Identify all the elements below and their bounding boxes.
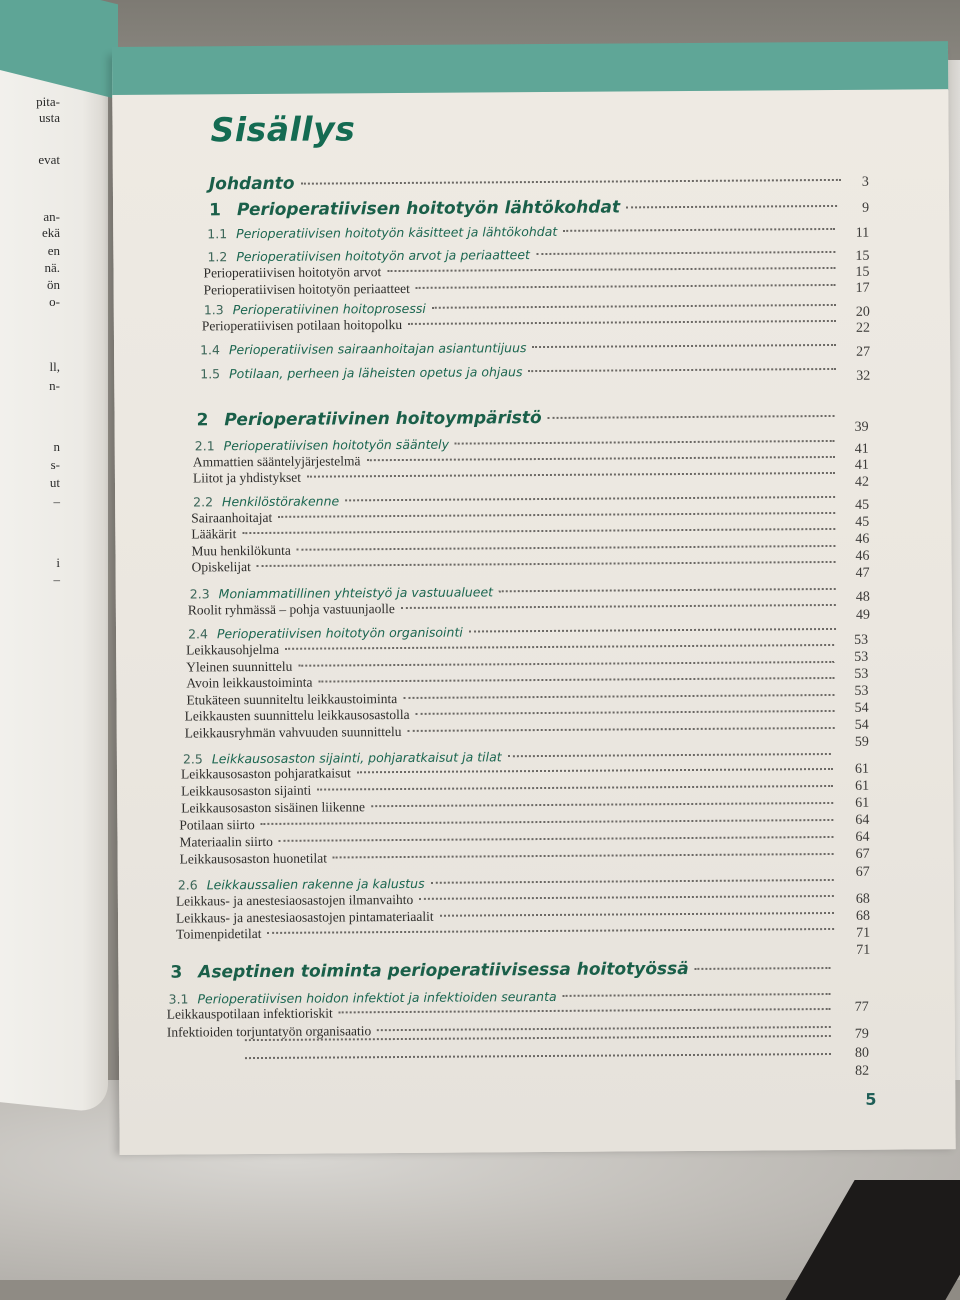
toc-sub-entry[interactable] <box>176 922 838 943</box>
toc-sub-label: Yleinen suunnittelu <box>186 658 293 675</box>
section-title: Potilaan, perheen ja läheisten opetus ja ohjaus <box>229 364 523 382</box>
toc-trailing-leader <box>239 1039 835 1045</box>
page-number: 71 <box>856 942 871 958</box>
page-number: 67 <box>855 864 870 880</box>
toc-sub-label: Infektioiden torjuntatyön organisaatio <box>166 1023 372 1040</box>
page-number: 45 <box>855 514 870 530</box>
page-number: 3 <box>861 174 869 190</box>
chapter-number: 1 <box>209 200 222 221</box>
toc-chapter-3[interactable] <box>170 958 834 983</box>
page-number: 54 <box>854 700 869 716</box>
page-number: 54 <box>854 717 869 733</box>
text-fragment: ön <box>47 277 60 292</box>
toc-chapter-label <box>209 197 620 220</box>
toc-sub-entry[interactable] <box>193 466 839 487</box>
toc-section-1-4[interactable] <box>200 338 840 357</box>
page-number: 68 <box>855 908 871 924</box>
section-title: Perioperatiivisen hoitotyön organisointi <box>216 624 463 642</box>
page-number: 49 <box>855 607 870 623</box>
dot-leader <box>440 912 834 917</box>
dot-leader <box>416 710 835 715</box>
toc-sub-label: Perioperatiivisen hoitotyön arvot <box>203 264 382 281</box>
text-fragment: nä. <box>44 260 60 275</box>
dot-leader <box>508 753 831 757</box>
text-fragment: an- <box>43 209 60 224</box>
dot-leader <box>267 928 834 934</box>
toc-sub-entry[interactable] <box>188 598 840 619</box>
dot-leader <box>318 677 834 683</box>
dot-leader <box>563 228 835 232</box>
page-number: 22 <box>855 320 870 336</box>
section-number: 1.4 <box>200 342 221 358</box>
text-fragment: evat <box>38 152 60 167</box>
section-number: 2.4 <box>187 626 208 642</box>
dot-leader <box>416 284 836 289</box>
toc-sub-label: Ammattien sääntelyjärjestelmä <box>192 453 361 470</box>
chapter-title: Perioperatiivinen hoitoympäristö <box>224 408 542 431</box>
dot-leader <box>626 205 837 208</box>
page-number: 39 <box>854 419 869 435</box>
toc-section-label <box>207 247 530 264</box>
text-fragment: o- <box>49 294 60 309</box>
section-title: Leikkausosaston sijainti, pohjaratkaisut ja tilat <box>211 749 502 767</box>
section-number: 1.5 <box>200 366 221 382</box>
dot-leader <box>279 836 834 842</box>
toc-sub-entry[interactable] <box>180 847 838 868</box>
dot-leader <box>257 561 836 567</box>
dot-leader <box>345 496 835 501</box>
toc-sub-label: Roolit ryhmässä – pohja vastuunjaolle <box>187 601 395 618</box>
text-fragment: ut <box>49 475 60 490</box>
chapter-number: 3 <box>170 962 183 983</box>
dot-leader <box>285 644 834 650</box>
toc-sub-label: Sairaanhoitajat <box>191 509 273 526</box>
dot-leader <box>499 588 836 592</box>
toc-section-label <box>200 340 527 357</box>
toc-sub-entry[interactable] <box>185 721 839 742</box>
text-fragment: s- <box>50 457 60 472</box>
toc-sub-label: Perioperatiivisen hoitotyön periaatteet <box>203 280 410 298</box>
dot-leader <box>371 802 833 807</box>
toc-sub-label: Leikkaus- ja anestesiaosastojen pintamateriaalit <box>175 908 434 926</box>
toc-sub-label: Etukäteen suunniteltu leikkaustoiminta <box>186 691 398 708</box>
page-number: 53 <box>854 666 869 682</box>
toc-section-label <box>195 437 449 454</box>
page-number: 27 <box>856 344 871 360</box>
toc-section-label <box>193 493 339 509</box>
toc-sub-label: Muu henkilökunta <box>191 542 291 559</box>
section-title: Moniammatillinen yhteistyö ja vastuualueet <box>218 584 494 602</box>
dot-leader <box>297 545 836 551</box>
page-number: 80 <box>854 1045 870 1061</box>
toc-section-label <box>188 625 463 642</box>
dot-leader <box>407 727 834 732</box>
dot-leader <box>307 472 835 478</box>
section-title: Perioperatiivinen hoitoprosessi <box>232 300 426 318</box>
section-title: Perioperatiivisen sairaanhoitajan asiantuntijuus <box>228 340 527 358</box>
dot-leader <box>245 1053 831 1059</box>
dot-leader <box>317 785 833 791</box>
section-number: 2.3 <box>189 586 210 602</box>
toc-sub-label: Avoin leikkaustoiminta <box>186 674 313 691</box>
toc-sub-label: Leikkausosaston pohjaratkaisut <box>180 765 351 782</box>
dot-leader <box>533 344 837 348</box>
toc-entry-intro[interactable] <box>209 170 845 194</box>
dot-leader <box>536 251 835 255</box>
section-number: 2.1 <box>194 438 215 454</box>
section-number: 3.1 <box>168 991 189 1007</box>
page-number: 48 <box>855 589 870 605</box>
dot-leader <box>301 179 841 185</box>
dot-leader <box>455 440 835 445</box>
dot-leader <box>419 895 834 900</box>
dot-leader <box>377 1026 831 1031</box>
section-title: Perioperatiivisen hoitotyön arvot ja periaatteet <box>236 247 530 265</box>
dot-leader <box>431 879 834 884</box>
dot-leader <box>333 853 834 858</box>
toc-sub-label: Leikkausryhmän vahvuuden suunnittelu <box>184 723 402 741</box>
dot-leader <box>401 604 836 609</box>
toc-entry-label: Johdanto <box>208 173 295 195</box>
page-title: Sisällys <box>210 109 356 150</box>
chapter-title: Perioperatiivisen hoitotyön lähtökohdat <box>236 197 621 221</box>
dot-leader <box>339 1008 831 1013</box>
toc-sub-label: Leikkausosaston huonetilat <box>179 850 328 867</box>
page-number: 20 <box>855 304 870 320</box>
page-number: 71 <box>856 925 871 941</box>
page-number: 53 <box>854 632 869 648</box>
toc-sub-entry[interactable] <box>192 555 840 576</box>
text-fragment: en <box>47 243 60 258</box>
page-number: 41 <box>854 441 869 457</box>
page-number: 67 <box>855 846 870 862</box>
toc-section-label <box>190 584 493 601</box>
page-number: 42 <box>854 474 870 490</box>
page-number: 32 <box>856 368 871 384</box>
section-title: Perioperatiivisen hoidon infektiot ja infektioiden seuranta <box>197 988 557 1007</box>
toc-sub-entry[interactable] <box>204 278 840 298</box>
dot-leader <box>366 456 834 461</box>
section-title: Leikkaussalien rakenne ja kalustus <box>206 875 425 893</box>
toc-sub-entry[interactable] <box>167 1002 835 1023</box>
section-number: 2.6 <box>177 877 198 893</box>
toc-sub-label: Leikkausosaston sijainti <box>181 782 312 799</box>
page-number: 68 <box>855 891 870 907</box>
section-number: 1.1 <box>207 226 228 242</box>
dot-leader <box>563 993 831 997</box>
page-number: 45 <box>855 497 870 513</box>
page-number: 64 <box>855 829 870 845</box>
toc-sub-label: Leikkausosaston sisäinen liikenne <box>181 799 366 816</box>
toc-chapter-label <box>196 408 541 430</box>
page-number: 61 <box>855 778 870 794</box>
toc-chapter-2[interactable] <box>196 406 838 430</box>
dot-leader <box>403 694 834 699</box>
dot-leader <box>432 304 836 309</box>
contents-page <box>112 49 956 1155</box>
dot-leader <box>242 528 835 534</box>
toc-chapter-label <box>170 959 688 983</box>
toc-sub-label: Leikkauspotilaan infektioriskit <box>166 1005 333 1022</box>
toc-section-label <box>200 364 522 381</box>
toc-sub-label: Materiaalin siirto <box>179 833 273 850</box>
toc-chapter-1[interactable] <box>209 196 841 220</box>
section-number: 2.5 <box>182 751 203 767</box>
toc-sub-label: Leikkausohjelma <box>186 641 280 658</box>
text-fragment: n- <box>49 378 60 393</box>
section-number: 2.2 <box>193 494 214 510</box>
toc-section-label <box>178 876 425 893</box>
page-number: 15 <box>855 248 870 264</box>
chapter-title: Aseptinen toiminta perioperatiivisessa hoitotyössä <box>198 958 689 983</box>
page-number: 53 <box>854 649 869 665</box>
page-number: 46 <box>855 531 870 547</box>
left-facing-page <box>0 0 108 1113</box>
dot-leader <box>298 661 834 667</box>
toc-sub-label: Leikkausten suunnittelu leikkausosastolla <box>184 706 410 724</box>
text-fragment: ekä <box>41 225 60 240</box>
page-number: 64 <box>855 812 870 828</box>
section-number: 1.2 <box>207 249 228 265</box>
page-folio-number: 5 <box>865 1089 877 1109</box>
page-number: 59 <box>854 734 869 750</box>
text-fragment: ll, <box>49 359 60 374</box>
dot-leader <box>408 320 836 325</box>
toc-section-label <box>204 301 426 318</box>
toc-sub-label: Potilaan siirto <box>179 817 255 833</box>
toc-sub-entry[interactable] <box>202 314 840 334</box>
toc-section-label <box>207 224 557 241</box>
page-number: 82 <box>855 1063 870 1079</box>
table-of-contents <box>112 49 956 1155</box>
dot-leader <box>357 768 833 773</box>
toc-sub-label: Perioperatiivisen potilaan hoitopolku <box>201 316 403 334</box>
toc-section-1-1[interactable] <box>207 222 839 241</box>
toc-sub-label: Liitot ja yhdistykset <box>192 469 302 486</box>
toc-sub-label: Lääkärit <box>191 526 237 542</box>
page-number: 77 <box>854 999 869 1015</box>
page-number: 17 <box>855 280 870 296</box>
toc-sub-label: Toimenpidetilat <box>176 925 262 942</box>
dot-leader <box>469 628 836 633</box>
dot-leader <box>387 267 835 272</box>
dot-leader <box>528 368 836 372</box>
text-fragment: usta <box>39 110 60 125</box>
text-fragment: n <box>53 439 60 454</box>
page-number: 11 <box>855 225 870 241</box>
page-number: 79 <box>854 1026 869 1042</box>
page-number: 47 <box>855 565 870 581</box>
text-fragment: – <box>53 572 60 587</box>
page-number: 46 <box>855 548 870 564</box>
page-number: 61 <box>854 761 870 777</box>
page-number: 53 <box>854 683 869 699</box>
section-title: Henkilöstörakenne <box>221 493 340 510</box>
text-fragment: i <box>56 555 60 570</box>
page-number: 41 <box>854 457 869 473</box>
dot-leader <box>695 967 831 970</box>
text-fragment: pita- <box>36 94 60 109</box>
page-number: 61 <box>855 795 870 811</box>
toc-sub-label: Opiskelijat <box>191 559 251 575</box>
dot-leader <box>548 415 835 419</box>
toc-sub-label: Leikkaus- ja anestesiaosastojen ilmanvaihto <box>175 891 414 909</box>
dot-leader <box>261 819 834 825</box>
chapter-number: 2 <box>196 410 209 431</box>
section-title: Perioperatiivisen hoitotyön sääntely <box>223 436 450 454</box>
page-number: 15 <box>855 264 870 280</box>
toc-section-1-5[interactable] <box>200 362 840 381</box>
section-title: Perioperatiivisen hoitotyön käsitteet ja lähtökohdat <box>236 223 558 242</box>
dot-leader <box>278 512 835 518</box>
text-fragment: – <box>53 494 60 509</box>
toc-trailing-leader <box>239 1057 835 1063</box>
section-number: 1.3 <box>203 302 224 318</box>
page-number: 9 <box>862 200 870 216</box>
